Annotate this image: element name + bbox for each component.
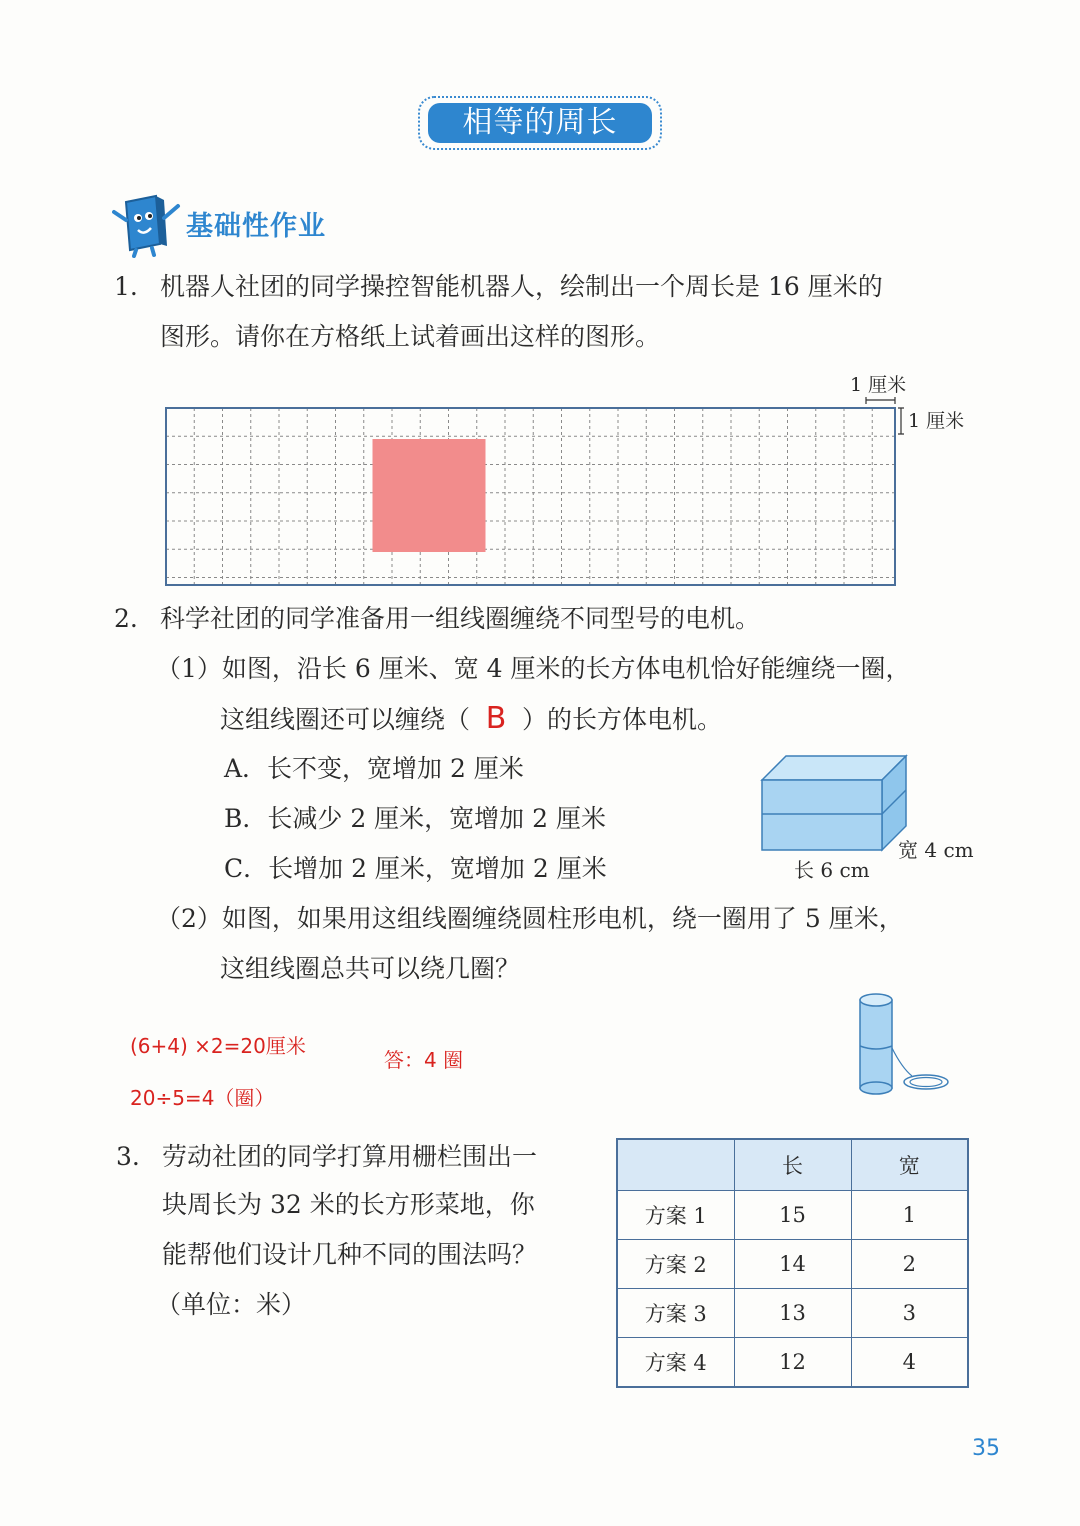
q1-text-line2: 图形。请你在方格纸上试着画出这样的图形。 bbox=[160, 322, 661, 351]
plan-table bbox=[616, 1138, 969, 1388]
book-mascot-icon bbox=[112, 192, 182, 258]
table-header-width: 宽 bbox=[851, 1139, 968, 1191]
unit-label-vertical: 1 厘米 bbox=[908, 410, 965, 432]
plan-width-input[interactable]: 2 bbox=[851, 1240, 968, 1289]
page-number: 35 bbox=[972, 1436, 1000, 1461]
unit-marker-horizontal bbox=[866, 397, 895, 404]
plan-width-input[interactable]: 3 bbox=[851, 1289, 968, 1338]
plan-length-input[interactable]: 14 bbox=[734, 1240, 851, 1289]
table-header-row bbox=[617, 1139, 968, 1191]
cylinder-motor-illustration bbox=[852, 990, 954, 1096]
table-row bbox=[617, 1289, 968, 1338]
box-width-label: 宽 4 cm bbox=[898, 838, 974, 862]
q2-part1-line2 bbox=[220, 701, 723, 736]
q2-intro: 科学社团的同学准备用一组线圈缠绕不同型号的电机。 bbox=[160, 604, 761, 633]
title-badge bbox=[418, 96, 662, 150]
q2-part1-text-b: ）的长方体电机。 bbox=[522, 705, 723, 734]
work-line-1: (6+4) ×2=20厘米 bbox=[130, 1034, 306, 1058]
option-b: B．长减少 2 厘米，宽增加 2 厘米 bbox=[224, 804, 606, 833]
table-header-blank bbox=[617, 1139, 734, 1191]
section-heading: 基础性作业 bbox=[186, 211, 326, 242]
q2-part1-line1: （1）如图，沿长 6 厘米、宽 4 厘米的长方体电机恰好能缠绕一圈， bbox=[156, 654, 911, 683]
plan-label: 方案 1 bbox=[617, 1191, 734, 1240]
plan-label: 方案 4 bbox=[617, 1338, 734, 1388]
table-row bbox=[617, 1191, 968, 1240]
q3-line4: （单位：米） bbox=[156, 1290, 307, 1319]
q3-line2: 块周长为 32 米的长方形菜地，你 bbox=[162, 1190, 535, 1219]
table-row bbox=[617, 1338, 968, 1388]
q2-part2-line1: （2）如图，如果用这组线圈缠绕圆柱形电机，绕一圈用了 5 厘米， bbox=[156, 904, 904, 933]
q3-line3: 能帮他们设计几种不同的围法吗？ bbox=[162, 1240, 538, 1269]
q2-part1-answer: B bbox=[485, 701, 507, 736]
cuboid-motor-illustration bbox=[756, 752, 912, 856]
plan-length-input[interactable]: 15 bbox=[734, 1191, 851, 1240]
q2-part1-text-a: 这组线圈还可以缠绕（ bbox=[220, 705, 471, 734]
option-c: C．长增加 2 厘米，宽增加 2 厘米 bbox=[224, 854, 607, 883]
q2-part2-line2: 这组线圈总共可以绕几圈？ bbox=[220, 954, 521, 983]
table-row bbox=[617, 1240, 968, 1289]
q2-answer: 答：4 圈 bbox=[384, 1048, 464, 1072]
plan-length-input[interactable]: 12 bbox=[734, 1338, 851, 1388]
q2-number: 2. bbox=[114, 604, 138, 633]
plan-width-input[interactable]: 4 bbox=[851, 1338, 968, 1388]
plan-width-input[interactable]: 1 bbox=[851, 1191, 968, 1240]
table-header-length: 长 bbox=[734, 1139, 851, 1191]
plan-length-input[interactable]: 13 bbox=[734, 1289, 851, 1338]
unit-marker-vertical bbox=[898, 408, 904, 434]
grid-paper[interactable] bbox=[160, 396, 905, 592]
grid-border bbox=[166, 408, 895, 585]
option-a: A．长不变，宽增加 2 厘米 bbox=[224, 754, 524, 783]
box-length-label: 长 6 cm bbox=[794, 858, 870, 882]
unit-label-horizontal: 1 厘米 bbox=[850, 374, 907, 396]
q3-line1: 劳动社团的同学打算用栅栏围出一 bbox=[162, 1142, 538, 1171]
page-title: 相等的周长 bbox=[428, 103, 652, 143]
work-line-2: 20÷5=4（圈） bbox=[130, 1086, 275, 1110]
plan-label: 方案 3 bbox=[617, 1289, 734, 1338]
drawn-square-shape bbox=[373, 439, 486, 552]
plan-label: 方案 2 bbox=[617, 1240, 734, 1289]
q1-text-line1: 机器人社团的同学操控智能机器人，绘制出一个周长是 16 厘米的 bbox=[160, 272, 883, 301]
q3-number: 3. bbox=[116, 1142, 140, 1171]
q1-number: 1. bbox=[114, 272, 138, 301]
